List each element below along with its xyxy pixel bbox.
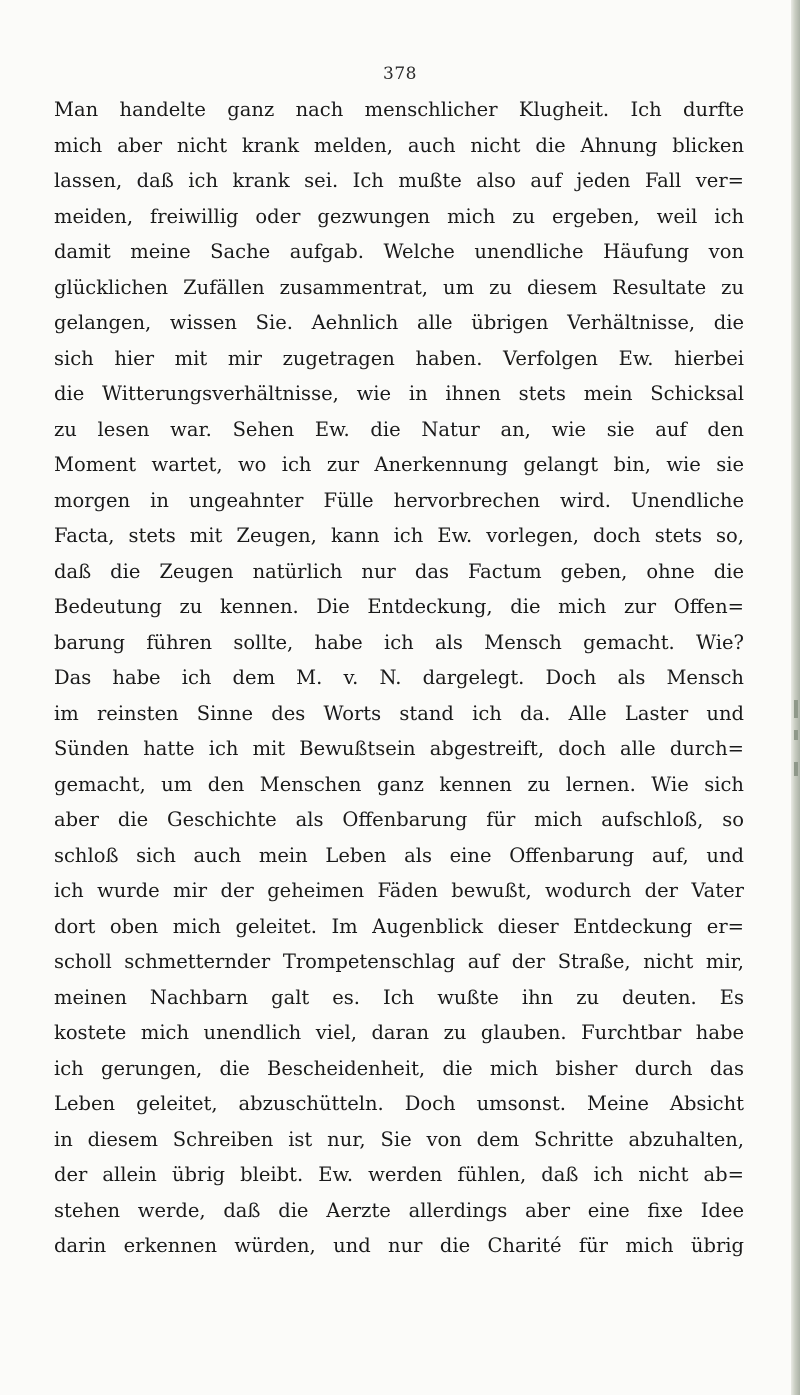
text-line: schloß sich auch mein Leben als eine Offenbarung auf, und [54,843,744,867]
text-line: meiden, freiwillig oder gezwungen mich zu ergeben, weil ich [54,204,744,228]
text-line: aber die Geschichte als Offenbarung für mich aufschloß, so [54,808,744,831]
text-line: mich aber nicht krank melden, auch nicht die Ahnung blicken [54,133,744,157]
body-text [54,92,744,1264]
text-line: barung führen sollte, habe ich als Mensch gemacht. Wie? [54,630,744,654]
edge-mark [794,730,798,740]
text-line: damit meine Sache aufgab. Welche unendliche Häufung von [54,240,744,263]
text-line: kostete mich unendlich viel, daran zu glauben. Furchtbar habe [54,1021,744,1044]
edge-mark [794,700,798,718]
text-line: Bedeutung zu kennen. Die Entdeckung, die mich zur Offen= [54,595,744,618]
page-edge-shadow [791,0,800,1395]
edge-mark [794,762,798,776]
text-line: ich gerungen, die Bescheidenheit, die mich bisher durch das [54,1056,744,1080]
text-line: Leben geleitet, abzuschütteln. Doch umsonst. Meine Absicht [54,1092,744,1115]
page-number: 378 [383,64,417,84]
text-line: stehen werde, daß die Aerzte allerdings aber eine fixe Idee [54,1198,744,1222]
text-line: darin erkennen würden, und nur die Charité für mich übrig [54,1234,744,1257]
text-line: im reinsten Sinne des Worts stand ich da. Alle Laster und [54,701,744,725]
text-line: sich hier mit mir zugetragen haben. Verfolgen Ew. hierbei [54,346,744,370]
text-line: Facta, stets mit Zeugen, kann ich Ew. vorlegen, doch stets so, [54,524,744,547]
text-line: daß die Zeugen natürlich nur das Factum geben, ohne die [54,559,744,583]
text-line: meinen Nachbarn galt es. Ich wußte ihn zu deuten. Es [54,985,744,1009]
text-line: Das habe ich dem M. v. N. dargelegt. Doch als Mensch [54,666,744,689]
text-line: Moment wartet, wo ich zur Anerkennung gelangt bin, wie sie [54,453,744,476]
text-line: Sünden hatte ich mit Bewußtsein abgestreift, doch alle durch= [54,737,744,760]
text-line: dort oben mich geleitet. Im Augenblick dieser Entdeckung er= [54,914,744,938]
text-line: gemacht, um den Menschen ganz kennen zu lernen. Wie sich [54,772,744,796]
text-line: die Witterungsverhältnisse, wie in ihnen stets mein Schicksal [54,382,744,405]
text-line: glücklichen Zufällen zusammentrat, um zu diesem Resultate zu [54,275,744,299]
text-line: lassen, daß ich krank sei. Ich mußte also auf jeden Fall ver= [54,169,744,192]
text-line: Man handelte ganz nach menschlicher Klugheit. Ich durfte [54,98,744,121]
text-line: in diesem Schreiben ist nur, Sie von dem Schritte abzuhalten, [54,1127,744,1151]
text-line: der allein übrig bleibt. Ew. werden fühlen, daß ich nicht ab= [54,1163,744,1186]
text-line: gelangen, wissen Sie. Aehnlich alle übrigen Verhältnisse, die [54,311,744,334]
text-line: ich wurde mir der geheimen Fäden bewußt, wodurch der Vater [54,879,744,902]
text-line: morgen in ungeahnter Fülle hervorbrechen wird. Unendliche [54,488,744,512]
text-line: scholl schmetternder Trompetenschlag auf der Straße, nicht mir, [54,950,744,973]
text-line: zu lesen war. Sehen Ew. die Natur an, wie sie auf den [54,417,744,441]
